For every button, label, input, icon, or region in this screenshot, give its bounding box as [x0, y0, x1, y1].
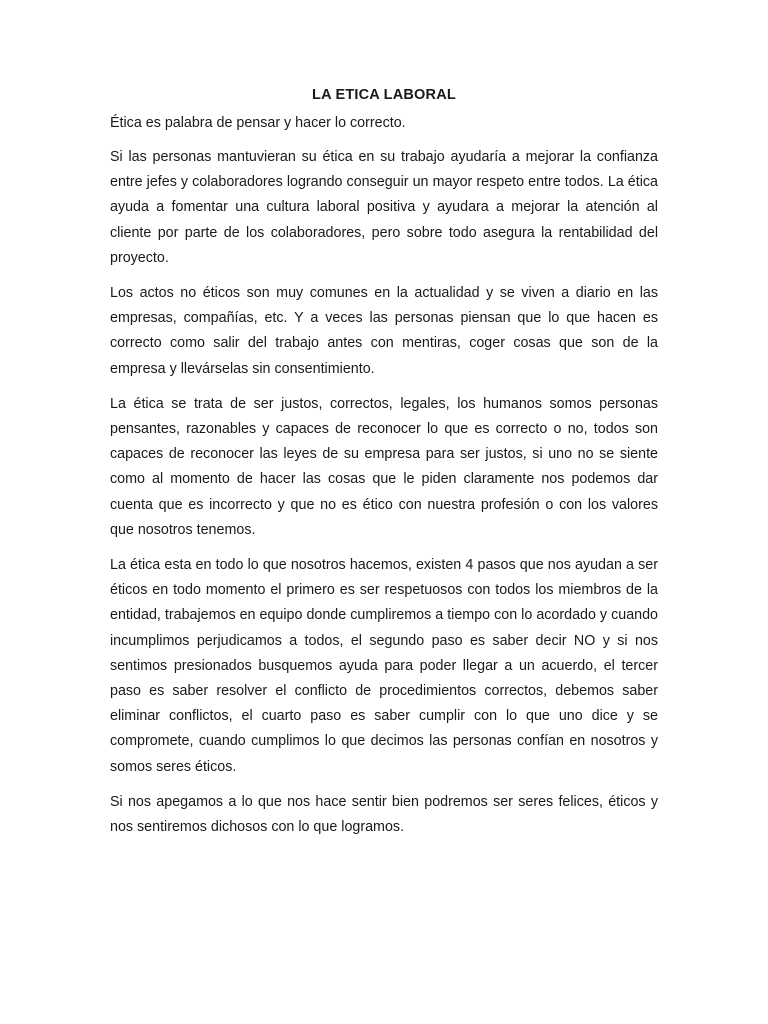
- paragraph-four-steps: La ética esta en todo lo que nosotros hacemos, existen 4 pasos que nos ayudan a ser éticos en todo momento el primero es ser respetuosos con todos los miembros de la entidad, trabajemos en equipo donde cumpliremos a tiempo con lo acordado y cuando incumplimos perjudicamos a todos, el segundo paso es saber decir NO y si nos sentimos presionados busquemos ayuda para poder llegar a un acuerdo, el tercer paso es saber resolver el conflicto de procedimientos correctos, debemos saber eliminar conflictos, el cuarto paso es saber cumplir con lo que uno dice y se compromete, cuando cumplimos lo que decimos las personas confían en nosotros y somos seres éticos.: [110, 557, 658, 775]
- paragraph-unethical-acts: Los actos no éticos son muy comunes en la actualidad y se viven a diario en las empresas, compañías, etc. Y a veces las personas piensan que lo que hacen es correcto como salir del trabajo antes con mentiras, coger cosas que son de la empresa y llevárselas sin consentimiento.: [110, 285, 658, 377]
- paragraph-conclusion: Si nos apegamos a lo que nos hace sentir bien podremos ser seres felices, éticos y nos sentiremos dichosos con lo que logramos.: [110, 793, 658, 836]
- paragraph-definition: Ética es palabra de pensar y hacer lo correcto.: [110, 115, 406, 131]
- document-title: LA ETICA LABORAL: [312, 87, 456, 103]
- paragraph-justice: La ética se trata de ser justos, correctos, legales, los humanos somos personas pensantes, razonables y capaces de reconocer lo que es correcto o no, todos son capaces de reconocer las leyes de su empresa para ser justos, si uno no se siente como al momento de hacer las cosas que le piden claramente nos podemos dar cuenta que es incorrecto y que no es ético con nuestra profesión o con los valores que nosotros tenemos.: [110, 395, 658, 538]
- paragraph-trust: Si las personas mantuvieran su ética en su trabajo ayudaría a mejorar la confianza entre jefes y colaboradores logrando conseguir un mayor respeto entre todos. La ética ayuda a fomentar una cultura laboral positiva y ayudara a mejorar la atención al cliente por parte de los colaboradores, pero sobre todo asegura la rentabilidad del proyecto.: [110, 149, 658, 266]
- document-page: [110, 84, 658, 850]
